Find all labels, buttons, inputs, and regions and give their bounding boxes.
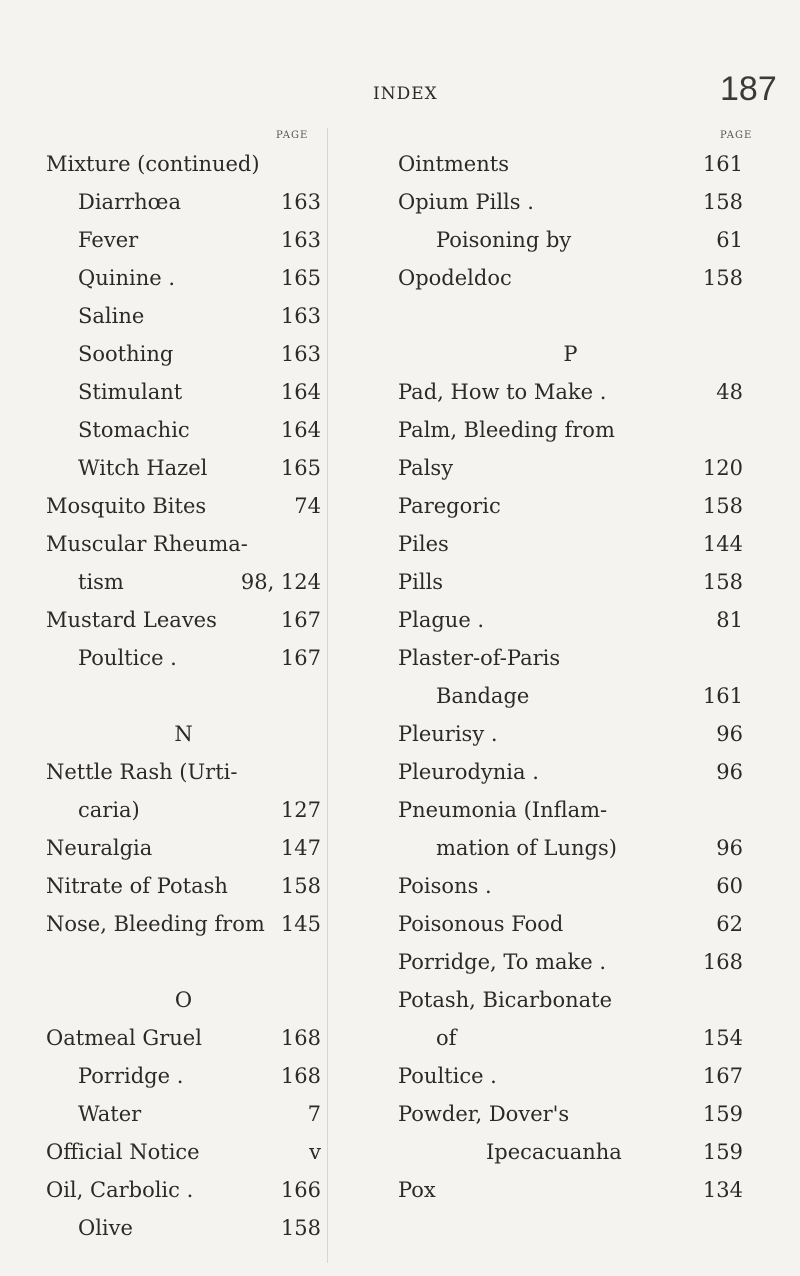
index-entry: [398, 905, 743, 943]
entry-page: 168: [280, 1026, 321, 1050]
index-entry: [398, 1095, 743, 1133]
index-entry: [398, 639, 743, 677]
entry-text: Nose, Bleeding from: [46, 912, 265, 936]
entry-text: Quinine .: [78, 266, 176, 290]
entry-page: 167: [280, 608, 321, 632]
entry-text: Opium Pills .: [398, 190, 534, 214]
index-entry: [46, 449, 321, 487]
entry-text: Palsy: [398, 456, 454, 480]
index-entry: [398, 221, 743, 259]
entry-text: Neuralgia: [46, 836, 153, 860]
entry-text: Poisons .: [398, 874, 492, 898]
index-entry: [398, 943, 743, 981]
entry-text: Witch Hazel: [78, 456, 208, 480]
entry-text: Paregoric: [398, 494, 501, 518]
index-entry: [46, 1209, 321, 1247]
index-entry: [46, 1019, 321, 1057]
entry-text: Pleurodynia .: [398, 760, 539, 784]
section-letter: P: [563, 342, 578, 366]
index-entry: [46, 905, 321, 943]
entry-page: 158: [280, 1216, 321, 1240]
index-entry: [398, 1019, 743, 1057]
page-column-heading-left: PAGE: [276, 130, 309, 141]
entry-text: Muscular Rheuma-: [46, 532, 248, 556]
entry-text: Water: [78, 1102, 142, 1126]
entry-page: 166: [280, 1178, 321, 1202]
entry-text: Official Notice: [46, 1140, 200, 1164]
entry-page: 74: [294, 494, 321, 518]
index-entry: [46, 601, 321, 639]
entry-page: 144: [702, 532, 743, 556]
index-entry: [398, 753, 743, 791]
section-letter: O: [174, 988, 193, 1012]
entry-text: Poisonous Food: [398, 912, 564, 936]
entry-page: 161: [702, 684, 743, 708]
entry-text: Pleurisy .: [398, 722, 498, 746]
index-entry: [398, 601, 743, 639]
index-entry: [46, 1133, 321, 1171]
entry-page: 147: [280, 836, 321, 860]
entry-text: Opodeldoc: [398, 266, 512, 290]
index-entry: [398, 1133, 743, 1171]
entry-text: tism: [78, 570, 124, 594]
entry-text: Fever: [78, 228, 139, 252]
entry-page: 154: [702, 1026, 743, 1050]
entry-page: 158: [702, 190, 743, 214]
entry-page: v: [309, 1140, 321, 1164]
page-number: 187: [720, 70, 777, 108]
index-entry: [398, 183, 743, 221]
entry-text: of: [436, 1026, 457, 1050]
index-entry: [46, 525, 321, 563]
entry-page: 127: [280, 798, 321, 822]
entry-text: caria): [78, 798, 140, 822]
entry-text: mation of Lungs): [436, 836, 617, 860]
entry-page: 167: [702, 1064, 743, 1088]
entry-page: 81: [716, 608, 743, 632]
entry-page: 96: [716, 836, 743, 860]
entry-text: Poultice .: [398, 1064, 497, 1088]
index-entry: [46, 221, 321, 259]
index-entry: [46, 487, 321, 525]
entry-page: 158: [280, 874, 321, 898]
index-entry: [46, 563, 321, 601]
entry-text: Nitrate of Potash: [46, 874, 228, 898]
entry-text: Mustard Leaves: [46, 608, 217, 632]
index-column-right: [398, 145, 743, 1209]
index-entry: [398, 487, 743, 525]
entry-text: Plague .: [398, 608, 485, 632]
index-entry: [46, 791, 321, 829]
entry-text: Olive: [78, 1216, 133, 1240]
entry-text: Ointments: [398, 152, 509, 176]
page-column-heading-right: PAGE: [720, 130, 753, 141]
entry-page: 7: [307, 1102, 321, 1126]
entry-page: 163: [280, 304, 321, 328]
index-entry: [46, 867, 321, 905]
index-title: INDEX: [373, 84, 438, 104]
entry-page: 161: [702, 152, 743, 176]
entry-text: Potash, Bicarbonate: [398, 988, 612, 1012]
index-entry: [398, 791, 743, 829]
entry-page: 159: [702, 1140, 743, 1164]
entry-text: Nettle Rash (Urti-: [46, 760, 238, 784]
index-entry: [398, 715, 743, 753]
entry-page: 158: [702, 570, 743, 594]
index-entry: [46, 259, 321, 297]
entry-text: Mosquito Bites: [46, 494, 207, 518]
index-entry: [398, 411, 743, 449]
entry-page: 163: [280, 228, 321, 252]
index-entry: [398, 373, 743, 411]
entry-text: Stimulant: [78, 380, 183, 404]
entry-page: 158: [702, 494, 743, 518]
entry-text: Plaster-of-Paris: [398, 646, 561, 670]
entry-page: 163: [280, 342, 321, 366]
entry-page: 145: [280, 912, 321, 936]
entry-page: 165: [280, 456, 321, 480]
entry-text: Poisoning by: [436, 228, 572, 252]
entry-page: 164: [280, 418, 321, 442]
index-entry: [398, 981, 743, 1019]
entry-page: 60: [716, 874, 743, 898]
index-entry: [46, 753, 321, 791]
entry-text: Pneumonia (Inflam-: [398, 798, 608, 822]
entry-page: 48: [716, 380, 743, 404]
entry-text: Pills: [398, 570, 444, 594]
entry-text: Pox: [398, 1178, 436, 1202]
entry-text: Bandage: [436, 684, 530, 708]
section-letter-n: [46, 715, 321, 753]
entry-text: Pad, How to Make .: [398, 380, 607, 404]
entry-page: 62: [716, 912, 743, 936]
section-letter-o: [46, 981, 321, 1019]
entry-text: Powder, Dover's: [398, 1102, 570, 1126]
index-entry: [46, 1057, 321, 1095]
entry-text: Mixture (continued): [46, 152, 260, 176]
index-entry: [46, 373, 321, 411]
index-entry: [398, 829, 743, 867]
index-entry: [46, 183, 321, 221]
entry-page: 61: [716, 228, 743, 252]
index-entry: [398, 563, 743, 601]
index-entry: [398, 449, 743, 487]
entry-page: 120: [702, 456, 743, 480]
entry-page: 163: [280, 190, 321, 214]
index-entry: [398, 525, 743, 563]
index-entry: [46, 1171, 321, 1209]
entry-page: 98, 124: [240, 570, 321, 594]
entry-text: Oatmeal Gruel: [46, 1026, 202, 1050]
index-entry: [398, 1057, 743, 1095]
index-entry: [46, 411, 321, 449]
entry-text: Stomachic: [78, 418, 190, 442]
index-entry: [398, 1171, 743, 1209]
entry-page: 168: [702, 950, 743, 974]
entry-page: 96: [716, 760, 743, 784]
index-entry: [46, 639, 321, 677]
page-header: [0, 70, 800, 116]
entry-page: 167: [280, 646, 321, 670]
entry-text: Porridge, To make .: [398, 950, 607, 974]
entry-text: Diarrhœa: [78, 190, 181, 214]
index-entry: [46, 297, 321, 335]
column-divider: [327, 128, 328, 1263]
index-entry: [398, 677, 743, 715]
entry-page: 159: [702, 1102, 743, 1126]
index-entry: [46, 335, 321, 373]
section-letter: N: [174, 722, 193, 746]
entry-page: 134: [702, 1178, 743, 1202]
section-letter-p: [398, 335, 743, 373]
entry-page: 158: [702, 266, 743, 290]
entry-text: Poultice .: [78, 646, 177, 670]
index-entry: [46, 829, 321, 867]
index-entry: [398, 867, 743, 905]
entry-page: 165: [280, 266, 321, 290]
entry-text: Soothing: [78, 342, 174, 366]
index-entry: [398, 145, 743, 183]
entry-text: Palm, Bleeding from: [398, 418, 615, 442]
index-column-left: [46, 145, 321, 1247]
index-entry: [46, 145, 321, 183]
entry-page: 168: [280, 1064, 321, 1088]
entry-page: 164: [280, 380, 321, 404]
entry-text: Saline: [78, 304, 145, 328]
index-entry: [398, 259, 743, 297]
entry-text: Porridge .: [78, 1064, 184, 1088]
entry-text: Ipecacuanha: [486, 1140, 622, 1164]
entry-text: Piles: [398, 532, 449, 556]
entry-page: 96: [716, 722, 743, 746]
index-entry: [46, 1095, 321, 1133]
entry-text: Oil, Carbolic .: [46, 1178, 194, 1202]
